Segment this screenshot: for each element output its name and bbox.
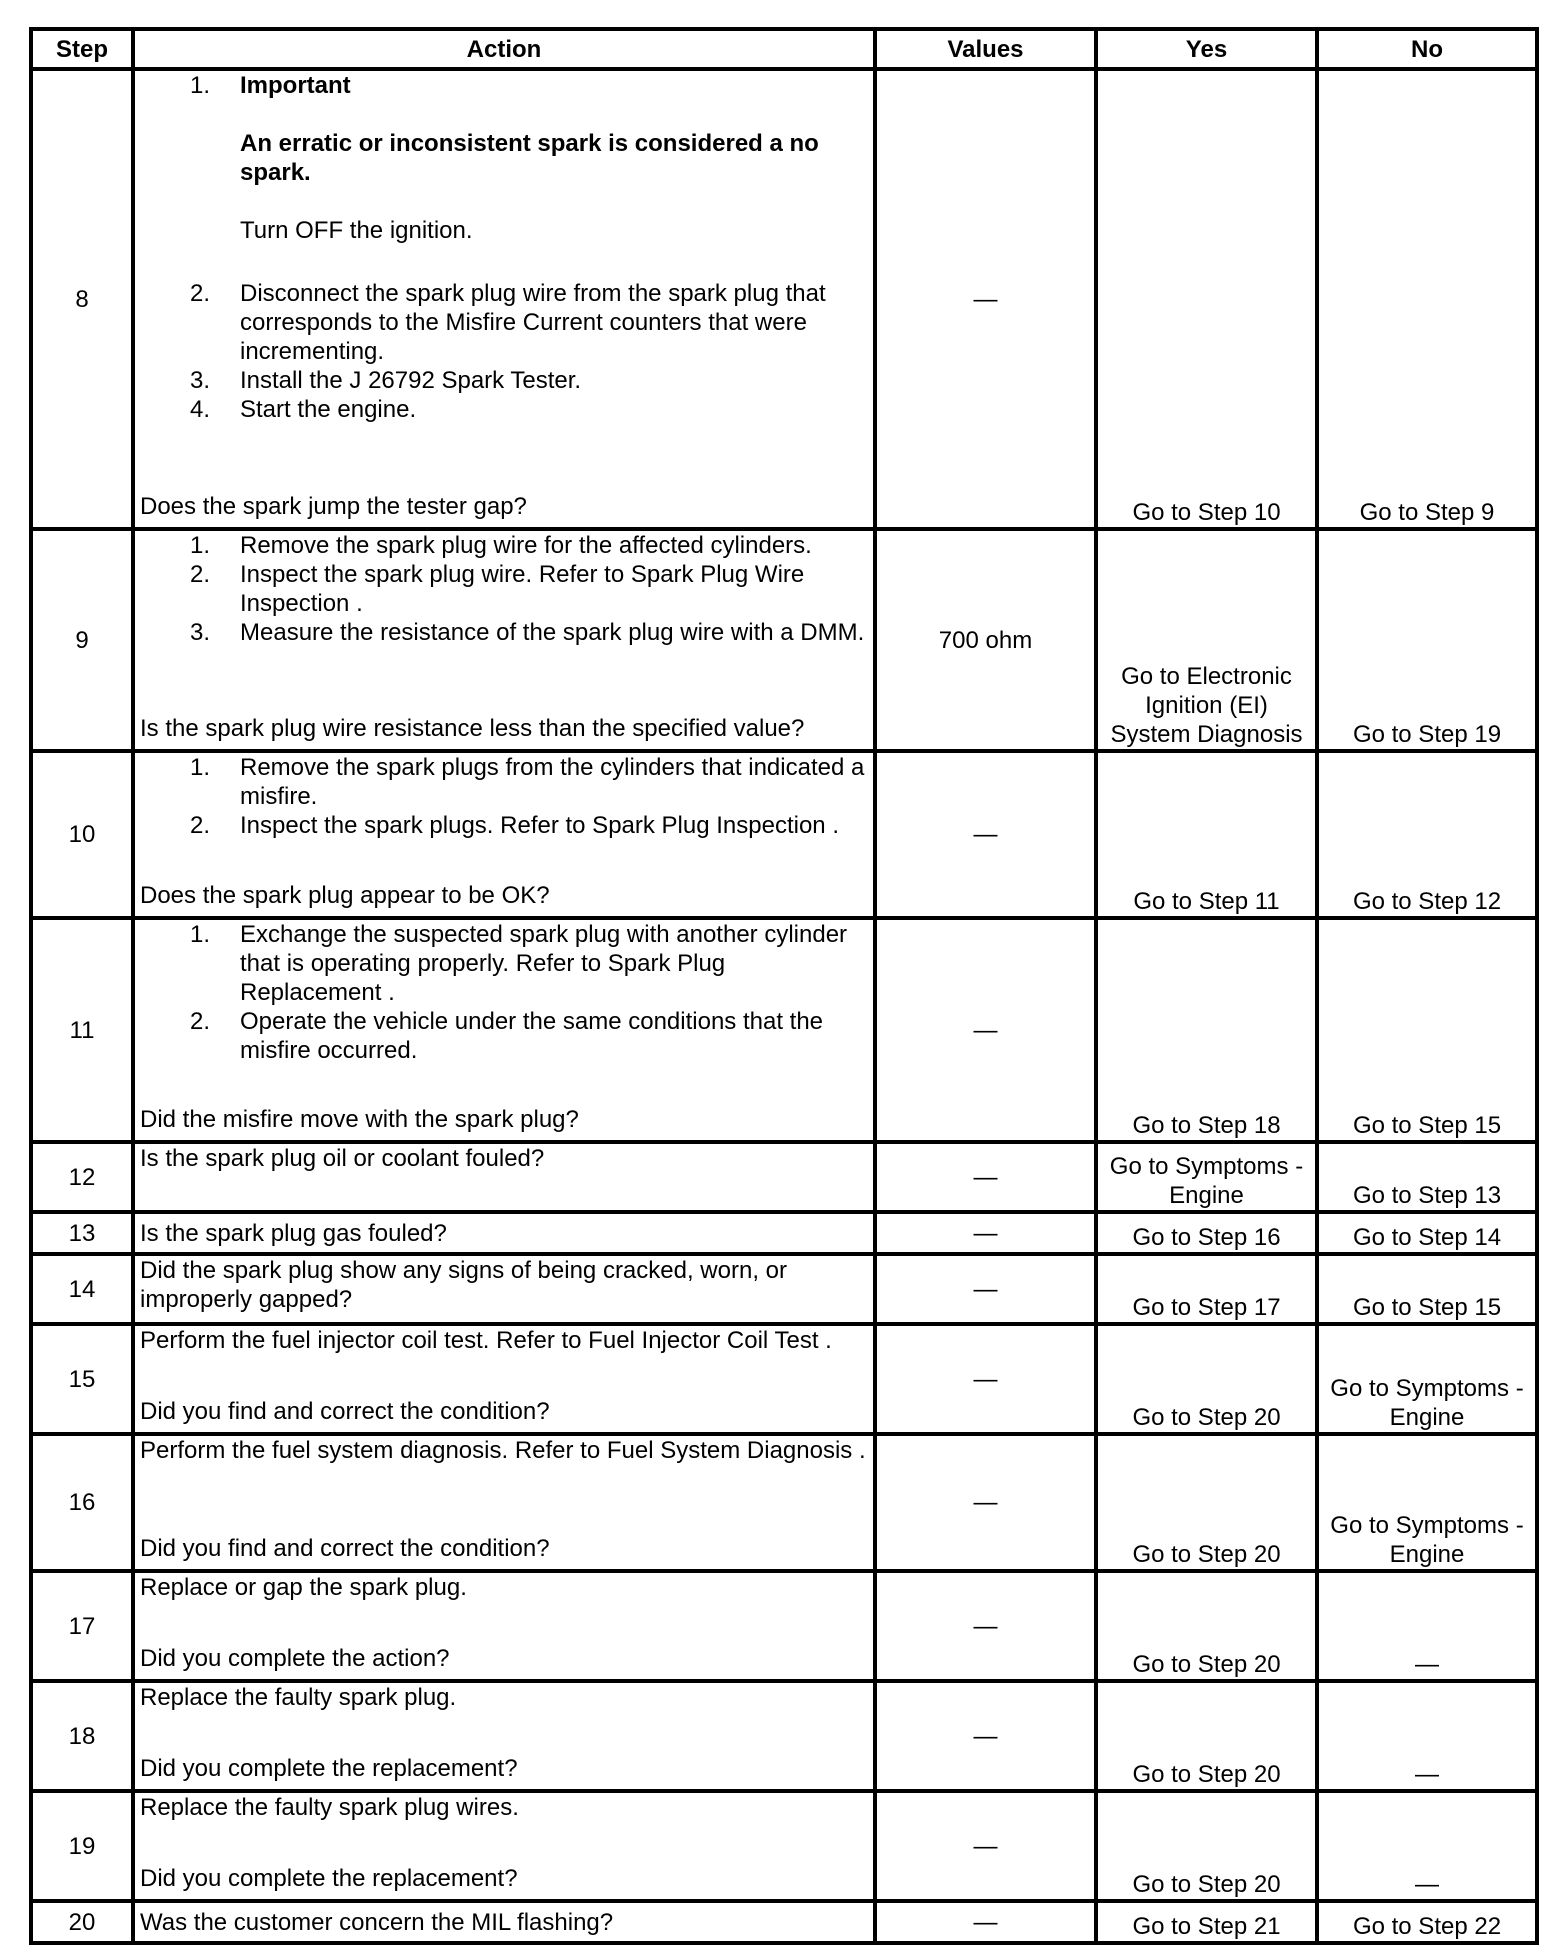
no-cell: Go to Step 15 <box>1317 918 1537 1142</box>
value-cell: — <box>875 1901 1096 1943</box>
step-number: 12 <box>31 1142 133 1212</box>
header-row <box>31 29 1537 69</box>
value-cell: — <box>875 1434 1096 1571</box>
action-step <box>140 395 868 424</box>
step-number: 17 <box>31 1571 133 1681</box>
no-cell: — <box>1317 1681 1537 1791</box>
header-step: Step <box>31 29 133 69</box>
diagnostic-table <box>29 27 1539 1945</box>
step-index: 1. <box>189 921 210 948</box>
action-cell <box>133 529 875 751</box>
step-number: 16 <box>31 1434 133 1571</box>
yes-cell: Go to Step 11 <box>1096 751 1317 918</box>
value-cell: — <box>875 69 1096 529</box>
step-text: Operate the vehicle under the same conditions that the misfire occurred. <box>240 1008 824 1064</box>
action-steps <box>140 71 868 424</box>
action-cell <box>133 1434 875 1571</box>
no-cell: Go to Step 19 <box>1317 529 1537 751</box>
step-number: 10 <box>31 751 133 918</box>
value-cell: — <box>875 1324 1096 1434</box>
action-question: Did you find and correct the condition? <box>140 1398 550 1425</box>
yes-cell: Go to Step 20 <box>1096 1571 1317 1681</box>
step-number: 8 <box>31 69 133 529</box>
action-text: Perform the fuel injector coil test. Refer to Fuel Injector Coil Test . <box>140 1327 832 1354</box>
action-cell <box>133 1681 875 1791</box>
step-number: 15 <box>31 1324 133 1434</box>
action-question: Did the misfire move with the spark plug? <box>140 1106 579 1133</box>
yes-cell: Go to Step 10 <box>1096 69 1317 529</box>
action-cell <box>133 751 875 918</box>
value-cell: — <box>875 1791 1096 1901</box>
header-yes: Yes <box>1096 29 1317 69</box>
important-note: An erratic or inconsistent spark is considered a no spark. <box>240 130 819 186</box>
step-text: Disconnect the spark plug wire from the spark plug that corresponds to the Misfire Current counters that were incrementing. <box>240 280 826 365</box>
yes-cell: Go to Step 16 <box>1096 1212 1317 1254</box>
step-index: 2. <box>189 1008 210 1035</box>
header-values: Values <box>875 29 1096 69</box>
action-step <box>140 1007 868 1065</box>
action-steps <box>140 753 868 840</box>
step-text: Turn OFF the ignition. <box>240 217 473 244</box>
step-index: 3. <box>189 367 210 394</box>
action-step <box>140 71 868 279</box>
no-cell: Go to Step 15 <box>1317 1254 1537 1324</box>
header-no: No <box>1317 29 1537 69</box>
step-text: Inspect the spark plug wire. Refer to Spark Plug Wire Inspection . <box>240 561 805 617</box>
yes-cell: Go to Step 20 <box>1096 1791 1317 1901</box>
step-index: 3. <box>189 619 210 646</box>
step-index: 2. <box>189 561 210 588</box>
action-cell <box>133 1324 875 1434</box>
table-row <box>31 1901 1537 1943</box>
action-text: Replace the faulty spark plug. <box>140 1684 457 1711</box>
value-cell: 700 ohm <box>875 529 1096 751</box>
yes-cell: Go to Step 20 <box>1096 1681 1317 1791</box>
action-step <box>140 920 868 1007</box>
step-number: 13 <box>31 1212 133 1254</box>
step-index: 1. <box>189 532 210 559</box>
no-cell: Go to Step 12 <box>1317 751 1537 918</box>
action-text: Replace the faulty spark plug wires. <box>140 1794 519 1821</box>
no-cell: Go to Step 9 <box>1317 69 1537 529</box>
action-steps <box>140 531 868 647</box>
step-index: 1. <box>189 754 210 781</box>
value-cell: — <box>875 1681 1096 1791</box>
yes-cell: Go to Step 21 <box>1096 1901 1317 1943</box>
step-text: Install the J 26792 Spark Tester. <box>240 367 582 394</box>
action-question: Did you complete the replacement? <box>140 1755 518 1782</box>
no-cell: — <box>1317 1571 1537 1681</box>
action-cell <box>133 69 875 529</box>
table-row <box>31 751 1537 918</box>
yes-cell: Go to Step 20 <box>1096 1434 1317 1571</box>
action-cell: Was the customer concern the MIL flashing? <box>133 1901 875 1943</box>
step-text: Remove the spark plugs from the cylinders that indicated a misfire. <box>240 754 865 810</box>
table-row <box>31 1324 1537 1434</box>
table-row <box>31 1212 1537 1254</box>
value-cell: — <box>875 1571 1096 1681</box>
step-index: 1. <box>189 72 210 99</box>
table-row <box>31 1142 1537 1212</box>
no-cell: Go to Step 22 <box>1317 1901 1537 1943</box>
no-cell: Go to Symptoms - Engine <box>1317 1434 1537 1571</box>
step-text: Measure the resistance of the spark plug wire with a DMM. <box>240 619 865 646</box>
action-question: Did you complete the action? <box>140 1645 450 1672</box>
step-index: 4. <box>189 396 210 423</box>
action-cell <box>133 1571 875 1681</box>
step-number: 9 <box>31 529 133 751</box>
table-row <box>31 69 1537 529</box>
action-cell: Is the spark plug oil or coolant fouled? <box>133 1142 875 1212</box>
table-row <box>31 1434 1537 1571</box>
action-cell <box>133 918 875 1142</box>
action-question: Is the spark plug wire resistance less than the specified value? <box>140 715 805 742</box>
step-text: Exchange the suspected spark plug with another cylinder that is operating properly. Refer to Spark Plug Replacement . <box>240 921 848 1006</box>
action-question: Did you find and correct the condition? <box>140 1535 550 1562</box>
step-text: Start the engine. <box>240 396 417 423</box>
yes-cell: Go to Step 18 <box>1096 918 1317 1142</box>
action-step <box>140 811 868 840</box>
yes-cell: Go to Step 17 <box>1096 1254 1317 1324</box>
action-question: Did you complete the replacement? <box>140 1865 518 1892</box>
yes-cell: Go to Step 20 <box>1096 1324 1317 1434</box>
step-index: 2. <box>189 812 210 839</box>
step-number: 19 <box>31 1791 133 1901</box>
important-label: Important <box>240 72 351 99</box>
step-number: 20 <box>31 1901 133 1943</box>
action-step <box>140 560 868 618</box>
step-text: Inspect the spark plugs. Refer to Spark Plug Inspection . <box>240 812 839 839</box>
value-cell: — <box>875 918 1096 1142</box>
step-number: 14 <box>31 1254 133 1324</box>
no-cell: Go to Step 13 <box>1317 1142 1537 1212</box>
header-action: Action <box>133 29 875 69</box>
value-cell: — <box>875 751 1096 918</box>
action-step <box>140 531 868 560</box>
no-cell: — <box>1317 1791 1537 1901</box>
step-number: 18 <box>31 1681 133 1791</box>
yes-cell: Go to Electronic Ignition (EI) System Diagnosis <box>1096 529 1317 751</box>
action-step <box>140 366 868 395</box>
action-step <box>140 753 868 811</box>
yes-cell: Go to Symptoms - Engine <box>1096 1142 1317 1212</box>
action-text: Perform the fuel system diagnosis. Refer to Fuel System Diagnosis . <box>140 1437 866 1464</box>
value-cell: — <box>875 1212 1096 1254</box>
step-text: Remove the spark plug wire for the affected cylinders. <box>240 532 812 559</box>
table-row <box>31 1254 1537 1324</box>
step-number: 11 <box>31 918 133 1142</box>
action-question: Does the spark jump the tester gap? <box>140 493 527 520</box>
action-cell: Did the spark plug show any signs of being cracked, worn, or improperly gapped? <box>133 1254 875 1324</box>
step-index: 2. <box>189 280 210 307</box>
action-cell <box>133 1791 875 1901</box>
value-cell: — <box>875 1254 1096 1324</box>
table-row <box>31 529 1537 751</box>
table-row <box>31 1791 1537 1901</box>
action-steps <box>140 920 868 1065</box>
table-row <box>31 918 1537 1142</box>
action-step <box>140 618 868 647</box>
action-cell: Is the spark plug gas fouled? <box>133 1212 875 1254</box>
table-row <box>31 1571 1537 1681</box>
value-cell: — <box>875 1142 1096 1212</box>
table-row <box>31 1681 1537 1791</box>
action-text: Replace or gap the spark plug. <box>140 1574 467 1601</box>
no-cell: Go to Step 14 <box>1317 1212 1537 1254</box>
no-cell: Go to Symptoms - Engine <box>1317 1324 1537 1434</box>
action-question: Does the spark plug appear to be OK? <box>140 882 550 909</box>
action-step <box>140 279 868 366</box>
